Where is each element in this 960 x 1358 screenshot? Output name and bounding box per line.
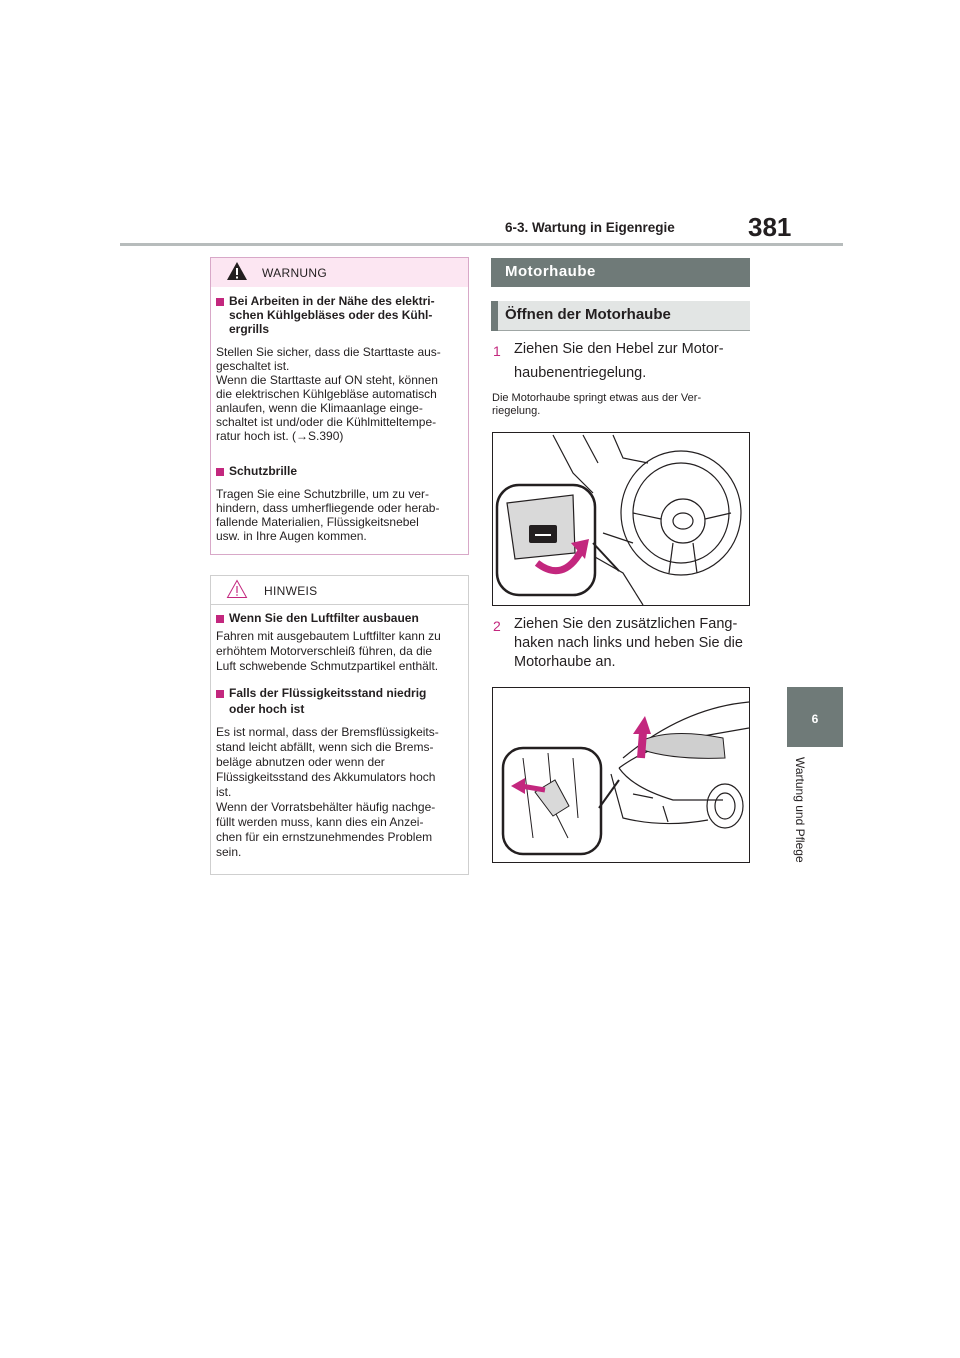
- warning-title: WARNUNG: [262, 266, 327, 280]
- note-body-line: stand leicht abfällt, wenn sich die Brems-: [216, 740, 434, 754]
- step-text-line: Ziehen Sie den zusätzlichen Fang-: [514, 616, 738, 632]
- warning-heading-line: Schutzbrille: [229, 464, 298, 478]
- warning-body-line: usw. in Ihre Augen kommen.: [216, 529, 367, 543]
- chapter-number: 6: [811, 712, 819, 726]
- warning-body-line: geschaltet ist.: [216, 359, 290, 373]
- note-body-line: Flüssigkeitsstand des Akkumulators hoch: [216, 770, 436, 784]
- hood-catch-illustration: [492, 687, 750, 863]
- warning-body-line: Stellen Sie sicher, dass die Starttaste aus-: [216, 345, 441, 359]
- step-note-line: riegelung.: [492, 405, 541, 417]
- warning-body-line: ratur hoch ist. (→S.390): [216, 429, 344, 443]
- chapter-label-text: Wartung und Pflege: [793, 757, 807, 863]
- bullet-square: [216, 298, 224, 306]
- note-body-line: erhöhtem Motorverschleiß führen, da die: [216, 644, 433, 658]
- note-header: [211, 576, 468, 605]
- note-title: HINWEIS: [264, 584, 318, 598]
- warning-body-line: schaltet ist und/oder die Kühlmitteltempe-: [216, 415, 437, 429]
- step-text-line: Motorhaube an.: [514, 654, 616, 670]
- warning-body-line: die elektrischen Kühlgebläse automatisch: [216, 387, 437, 401]
- warning-heading-line: schen Kühlgebläses oder des Kühl-: [229, 308, 433, 322]
- note-body-line: Fahren mit ausgebautem Luftfilter kann zu: [216, 629, 441, 643]
- warning-body-line: Wenn die Starttaste auf ON steht, können: [216, 373, 438, 387]
- bullet-square: [216, 690, 224, 698]
- page-number: 381: [748, 212, 792, 242]
- note-body-line: ist.: [216, 785, 232, 799]
- warning-heading-line: ergrills: [229, 322, 270, 336]
- section-header: 6-3. Wartung in Eigenregie: [505, 220, 675, 235]
- note-body-line: Es ist normal, dass der Bremsflüssigkeits-: [216, 725, 439, 739]
- warning-icon: [226, 261, 248, 281]
- step-text-line: Ziehen Sie den Hebel zur Motor-: [514, 341, 724, 357]
- note-heading-line: oder hoch ist: [229, 702, 305, 716]
- header-rule: [120, 243, 843, 246]
- warning-heading-line: Bei Arbeiten in der Nähe des elektri-: [229, 294, 435, 308]
- step-number: 1: [493, 343, 501, 359]
- bullet-square: [216, 615, 224, 623]
- note-body-line: Wenn der Vorratsbehälter häufig nachge-: [216, 800, 436, 814]
- warning-body-line: anlaufen, wenn die Klimaanlage einge-: [216, 401, 423, 415]
- section-title: Motorhaube: [505, 263, 596, 280]
- warning-body-line: fallende Materialien, Flüssigkeitsnebel: [216, 515, 419, 529]
- step-text-line: haken nach links und heben Sie die: [514, 635, 743, 651]
- subsection-accent: [491, 301, 498, 331]
- warning-header: [211, 258, 468, 287]
- note-body-line: beläge abnutzen oder wenn der: [216, 755, 385, 769]
- note-heading-line: Falls der Flüssigkeitsstand niedrig: [229, 686, 427, 700]
- step-text-line: haubenentriegelung.: [514, 365, 647, 381]
- bullet-square: [216, 468, 224, 476]
- step-note-line: Die Motorhaube springt etwas aus der Ver-: [492, 392, 702, 404]
- note-body-line: Luft schwebende Schmutzpartikel enthält.: [216, 659, 439, 673]
- note-body-line: füllt werden muss, kann dies ein Anzei-: [216, 815, 424, 829]
- warning-body-line: hindern, dass umherfliegende oder herab-: [216, 501, 440, 515]
- note-heading-line: Wenn Sie den Luftfilter ausbauen: [229, 611, 419, 625]
- warning-body-line: Tragen Sie eine Schutzbrille, um zu ver-: [216, 487, 429, 501]
- hood-catch-drawing: [493, 688, 749, 862]
- chapter-label: [793, 757, 807, 887]
- step-number: 2: [493, 618, 501, 634]
- hood-release-lever-drawing: [493, 433, 749, 605]
- note-body-line: sein.: [216, 845, 242, 859]
- note-body-line: chen für ein ernstzunehmendes Problem: [216, 830, 433, 844]
- caution-icon: [226, 579, 248, 599]
- hood-release-lever-illustration: [492, 432, 750, 606]
- subsection-title: Öffnen der Motorhaube: [505, 306, 671, 323]
